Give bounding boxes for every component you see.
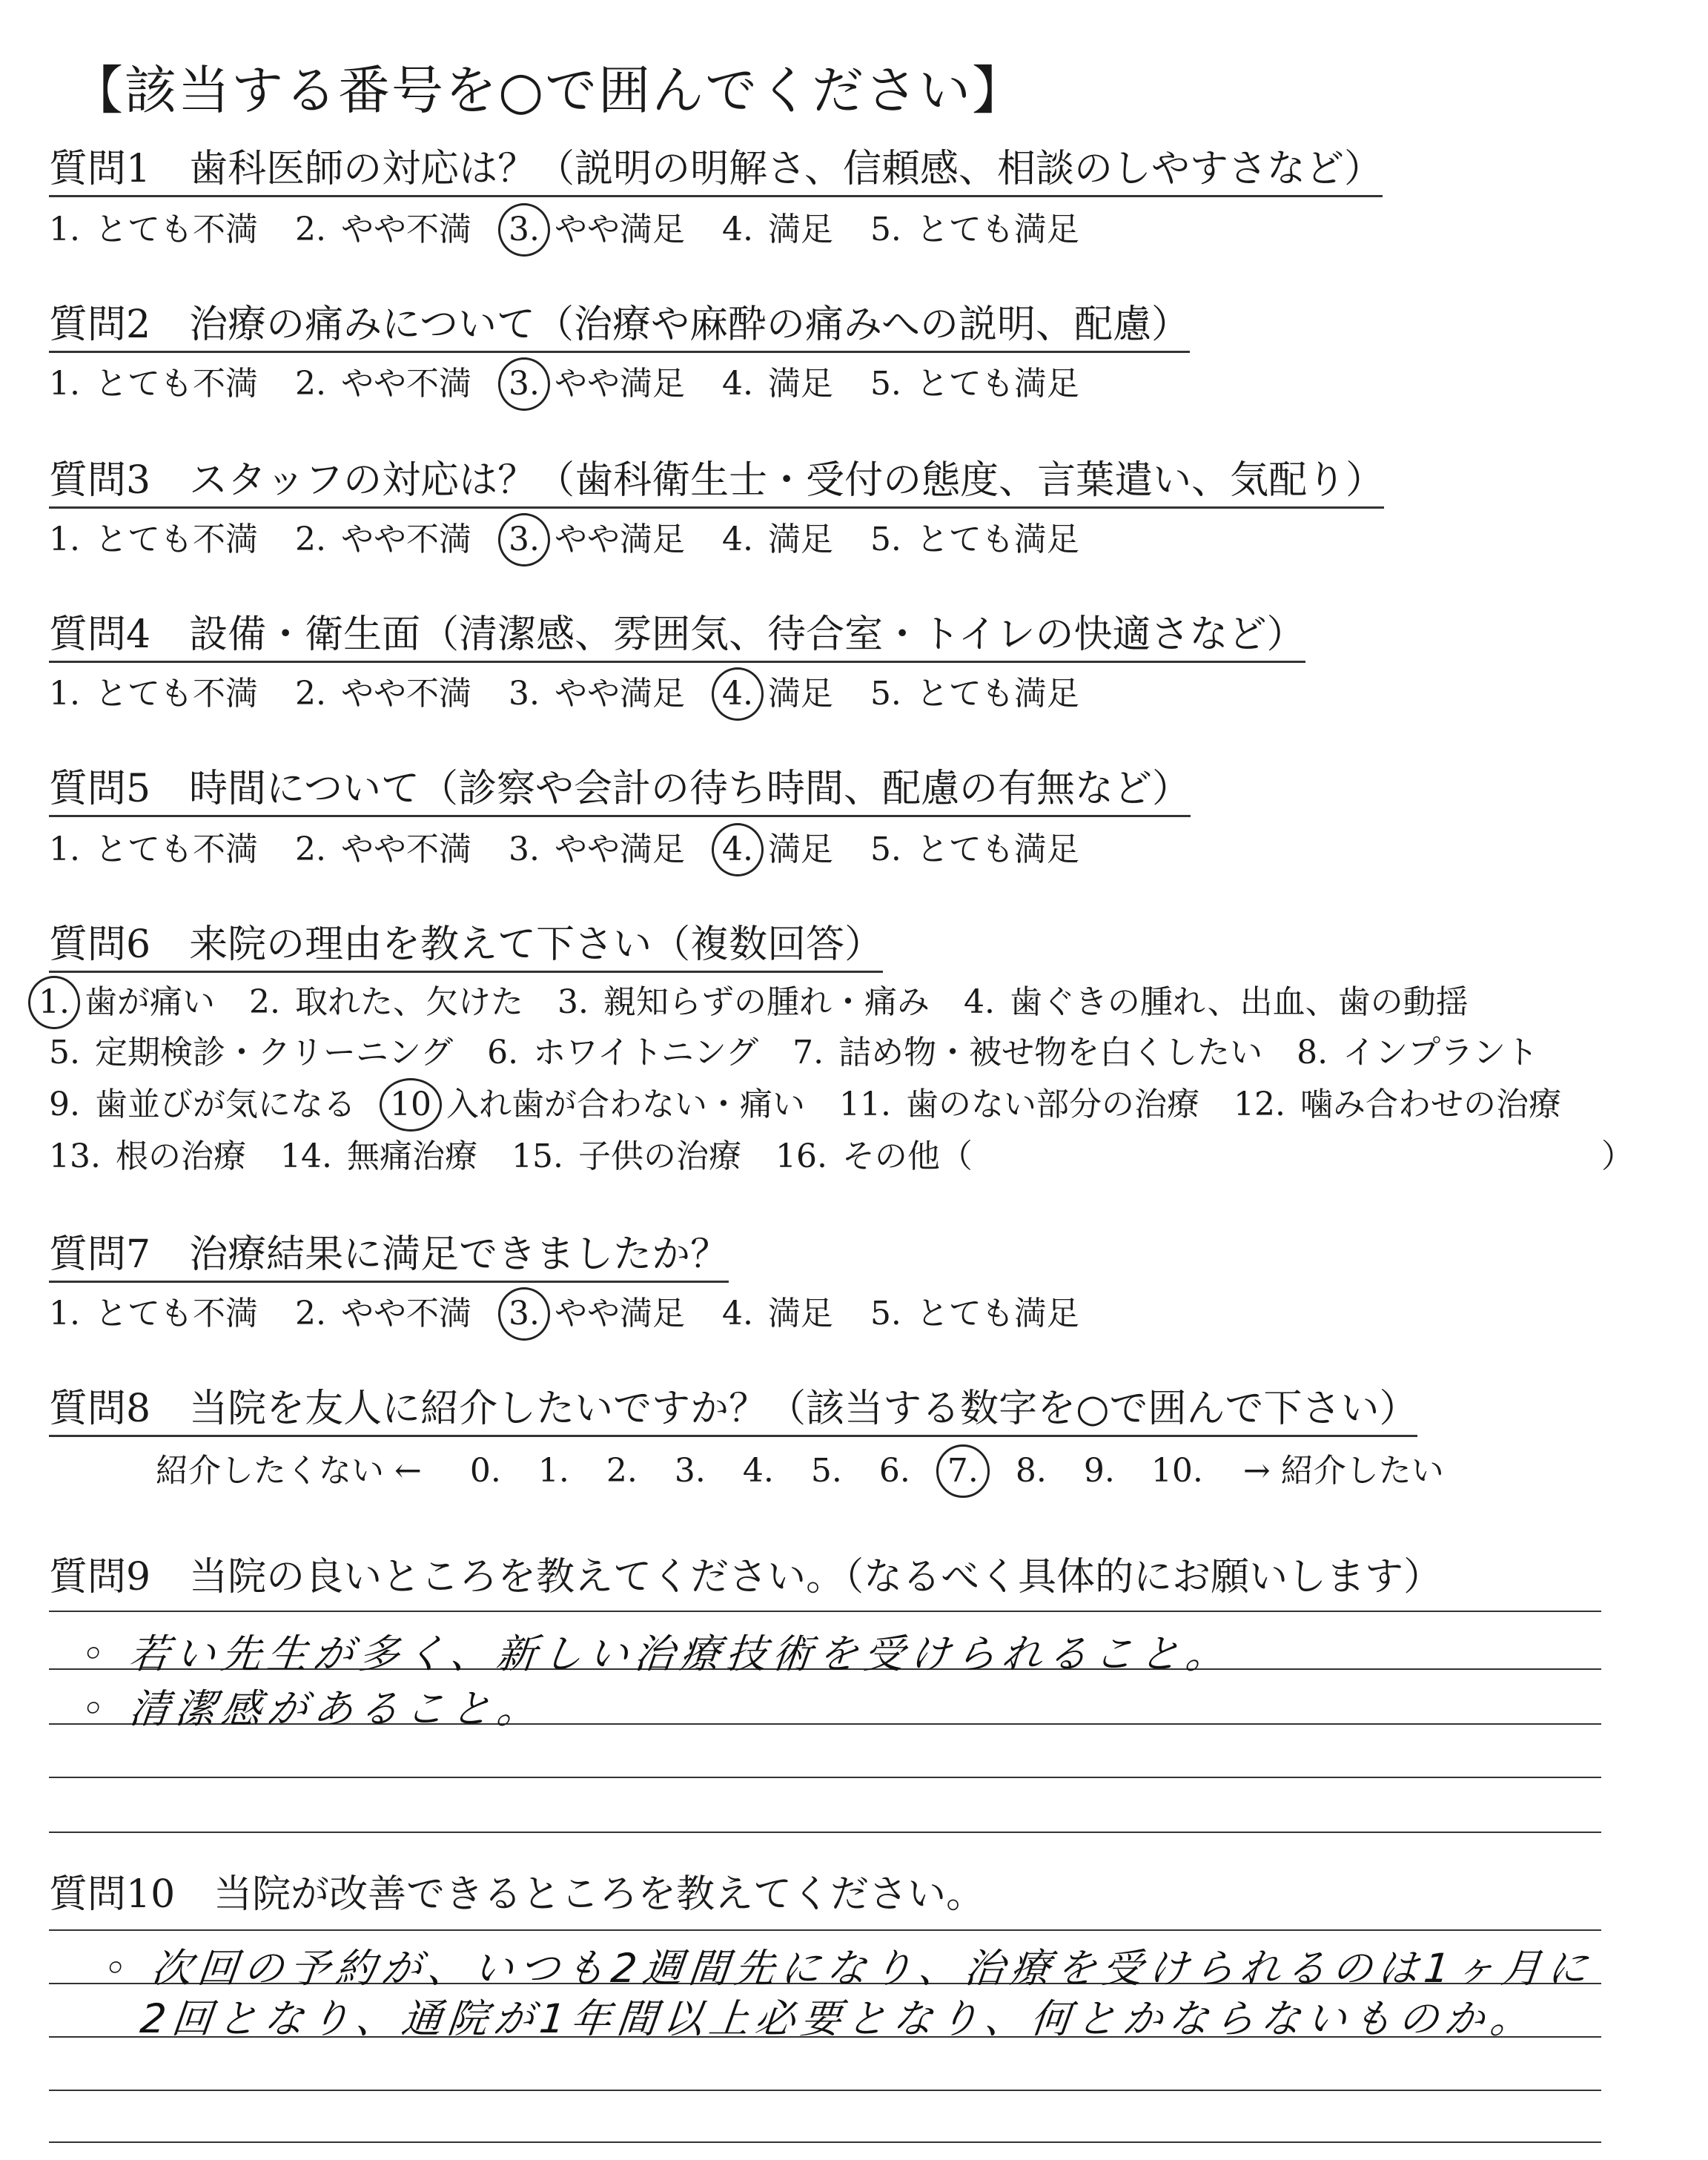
option-number: 5. xyxy=(870,830,901,868)
option-label: 満足 xyxy=(767,830,833,868)
option-number: 1. xyxy=(49,675,80,713)
reason-label: 歯が痛い xyxy=(84,983,215,1021)
scale-number-6[interactable]: 6. xyxy=(878,1452,910,1490)
q9-answer-2: ◦ 清潔感があること。 xyxy=(79,1685,546,1732)
option-label: やや満足 xyxy=(554,675,685,713)
option-number: 5. xyxy=(870,365,901,403)
reason-15[interactable] xyxy=(511,1137,741,1175)
reason-label: 歯のない部分の治療 xyxy=(905,1086,1199,1123)
option-number: 3. xyxy=(508,675,540,713)
question-4-options xyxy=(49,675,1116,713)
answer-line xyxy=(49,2141,1601,2143)
option-label: とても不満 xyxy=(94,675,258,713)
scale-number-2[interactable]: 2. xyxy=(606,1452,638,1490)
option-label: とても満足 xyxy=(916,1295,1079,1332)
scale-number-3[interactable]: 3. xyxy=(674,1452,706,1490)
reason-label: 子供の治療 xyxy=(577,1137,741,1175)
scale-number-8[interactable]: 8. xyxy=(1015,1452,1047,1490)
reason-number: 9. xyxy=(49,1086,80,1123)
q2-option-1[interactable] xyxy=(49,365,258,403)
reason-8[interactable] xyxy=(1297,1034,1539,1071)
option-number: 3. xyxy=(508,830,540,868)
option-number: 2. xyxy=(294,211,326,248)
question-3-label: 質問3 スタッフの対応は？（歯科衛生士・受付の態度、言葉遣い、気配り） xyxy=(49,460,1384,509)
option-label: とても不満 xyxy=(94,521,258,558)
reason-3[interactable] xyxy=(557,983,930,1021)
option-number: 4. xyxy=(721,830,753,868)
reason-label: インプラント xyxy=(1343,1034,1539,1071)
q2-option-4[interactable] xyxy=(721,365,833,403)
q2-option-2[interactable] xyxy=(294,365,471,403)
page-title: 【該当する番号を○で囲んでください】 xyxy=(71,60,1026,121)
option-number: 1. xyxy=(49,830,80,868)
reason-7[interactable] xyxy=(792,1034,1263,1071)
reason-row-4 xyxy=(49,1137,1007,1175)
q7-option-3[interactable] xyxy=(508,1295,685,1332)
reason-11[interactable] xyxy=(838,1086,1199,1123)
question-1-label: 質問1 歯科医師の対応は？（説明の明解さ、信頼感、相談のしやすさなど） xyxy=(49,148,1383,197)
reason-number: 3. xyxy=(557,983,589,1021)
option-label: やや不満 xyxy=(340,675,471,713)
option-label: やや満足 xyxy=(554,1295,685,1332)
reason-number: 10 xyxy=(389,1086,431,1123)
reason-14[interactable] xyxy=(279,1137,477,1175)
question-3-options xyxy=(49,521,1116,558)
scale-number-5[interactable]: 5. xyxy=(810,1452,842,1490)
option-number: 3. xyxy=(508,365,540,403)
reason-1[interactable] xyxy=(39,983,215,1021)
question-8-scale xyxy=(156,1452,1444,1490)
reason-number: 7. xyxy=(792,1034,824,1071)
option-label: 満足 xyxy=(767,211,833,248)
option-number: 3. xyxy=(508,1295,540,1332)
q7-option-1[interactable] xyxy=(49,1295,258,1332)
q1-option-4[interactable] xyxy=(721,211,833,248)
scale-left-label: 紹介したくない ← xyxy=(156,1452,422,1490)
question-7-label: 質問7 治療結果に満足できましたか？ xyxy=(49,1234,729,1283)
option-label: 満足 xyxy=(767,521,833,558)
reason-5[interactable] xyxy=(49,1034,454,1071)
reason-label: 親知らずの腫れ・痛み xyxy=(603,983,930,1021)
scale-number-9[interactable]: 9. xyxy=(1083,1452,1115,1490)
q1-option-3[interactable] xyxy=(508,211,685,248)
q7-option-5[interactable] xyxy=(870,1295,1079,1332)
q4-option-4[interactable] xyxy=(721,675,833,713)
option-number: 2. xyxy=(294,521,326,558)
q10-answer-1: ◦ 次回の予約が、いつも2週間先になり、治療を受けられるのは1ヶ月に xyxy=(101,1945,1596,1992)
reason-number: 15. xyxy=(511,1137,563,1175)
option-number: 1. xyxy=(49,521,80,558)
reason-label: 無痛治療 xyxy=(346,1137,477,1175)
reason-number: 16. xyxy=(775,1137,827,1175)
scale-number-10[interactable]: 10. xyxy=(1151,1452,1203,1490)
option-number: 1. xyxy=(49,1295,80,1332)
reason-row-2 xyxy=(49,1034,1572,1071)
question-9-label: 質問9 当院の良いところを教えてください。（なるべく具体的にお願いします） xyxy=(49,1555,1443,1599)
reason-row-3 xyxy=(49,1086,1595,1123)
q3-option-4[interactable] xyxy=(721,521,833,558)
reason-number: 13. xyxy=(49,1137,101,1175)
q10-answer-2: 2回となり、通院が1年間以上必要となり、何とかならないものか。 xyxy=(138,1995,1539,2042)
reason-6[interactable] xyxy=(487,1034,759,1071)
option-label: やや満足 xyxy=(554,211,685,248)
q3-option-2[interactable] xyxy=(294,521,471,558)
reason-label: 取れた、欠けた xyxy=(294,983,523,1021)
option-label: とても満足 xyxy=(916,365,1079,403)
reason-12[interactable] xyxy=(1233,1086,1561,1123)
option-label: やや満足 xyxy=(554,365,685,403)
scale-number-7[interactable]: 7. xyxy=(947,1452,979,1490)
reason-number: 6. xyxy=(487,1034,519,1071)
q4-option-1[interactable] xyxy=(49,675,258,713)
option-label: とても満足 xyxy=(916,830,1079,868)
option-number: 4. xyxy=(721,211,753,248)
option-number: 4. xyxy=(721,1295,753,1332)
reason-label: ホワイトニング xyxy=(533,1034,759,1071)
question-1-options xyxy=(49,211,1116,248)
option-label: やや満足 xyxy=(554,830,685,868)
q4-option-3[interactable] xyxy=(508,675,685,713)
option-number: 2. xyxy=(294,675,326,713)
scale-number-4[interactable]: 4. xyxy=(742,1452,774,1490)
answer-line xyxy=(49,1777,1601,1778)
q7-option-2[interactable] xyxy=(294,1295,471,1332)
q4-option-5[interactable] xyxy=(870,675,1079,713)
option-number: 2. xyxy=(294,365,326,403)
option-number: 5. xyxy=(870,675,901,713)
reason-label: 根の治療 xyxy=(115,1137,246,1175)
option-label: やや不満 xyxy=(340,830,471,868)
reason-number: 4. xyxy=(963,983,995,1021)
q3-option-5[interactable] xyxy=(870,521,1079,558)
q3-option-1[interactable] xyxy=(49,521,258,558)
q2-option-5[interactable] xyxy=(870,365,1079,403)
reason-label: 定期検診・クリーニング xyxy=(94,1034,454,1071)
reason-16[interactable] xyxy=(775,1137,973,1175)
option-number: 1. xyxy=(49,211,80,248)
option-number: 5. xyxy=(870,521,901,558)
option-number: 5. xyxy=(870,1295,901,1332)
reason-label: 歯ぐきの腫れ、出血、歯の動揺 xyxy=(1009,983,1469,1021)
reason-number: 11. xyxy=(838,1086,891,1123)
scale-numbers xyxy=(451,1452,1221,1490)
option-label: とても満足 xyxy=(916,675,1079,713)
reason-number: 1. xyxy=(39,983,70,1021)
option-label: 満足 xyxy=(767,675,833,713)
option-label: とても不満 xyxy=(94,365,258,403)
question-2-label: 質問2 治療の痛みについて（治療や麻酔の痛みへの説明、配慮） xyxy=(49,304,1190,353)
option-number: 5. xyxy=(870,211,901,248)
option-label: とても不満 xyxy=(94,1295,258,1332)
reason-10[interactable] xyxy=(389,1086,805,1123)
option-number: 4. xyxy=(721,521,753,558)
q1-option-5[interactable] xyxy=(870,211,1079,248)
q5-option-3[interactable] xyxy=(508,830,685,868)
option-number: 3. xyxy=(508,211,540,248)
option-label: とても不満 xyxy=(94,830,258,868)
q9-answer-1: ◦ 若い先生が多く、新しい治療技術を受けられること。 xyxy=(79,1631,1234,1677)
answer-line xyxy=(49,2090,1601,2091)
option-label: とても満足 xyxy=(916,521,1079,558)
question-7-options xyxy=(49,1295,1116,1332)
option-label: 満足 xyxy=(767,1295,833,1332)
reason-number: 5. xyxy=(49,1034,80,1071)
option-label: とても不満 xyxy=(94,211,258,248)
reason-4[interactable] xyxy=(963,983,1469,1021)
answer-line xyxy=(49,1611,1601,1612)
reason-13[interactable] xyxy=(49,1137,246,1175)
q3-option-3[interactable] xyxy=(508,521,685,558)
reason-number: 8. xyxy=(1297,1034,1328,1071)
question-6-label: 質問6 来院の理由を教えて下さい（複数回答） xyxy=(49,924,883,973)
reason-label: 入れ歯が合わない・痛い xyxy=(446,1086,805,1123)
question-5-options xyxy=(49,830,1116,868)
option-number: 2. xyxy=(294,1295,326,1332)
reason-2[interactable] xyxy=(248,983,523,1021)
q5-option-2[interactable] xyxy=(294,830,471,868)
option-number: 4. xyxy=(721,365,753,403)
q5-option-4[interactable] xyxy=(721,830,833,868)
question-8-label: 質問8 当院を友人に紹介したいですか？（該当する数字を○で囲んで下さい） xyxy=(49,1388,1417,1437)
option-label: やや不満 xyxy=(340,211,471,248)
scale-right-label: → 紹介したい xyxy=(1242,1452,1444,1490)
q2-option-3[interactable] xyxy=(508,365,685,403)
q1-option-1[interactable] xyxy=(49,211,258,248)
question-2-options xyxy=(49,365,1116,403)
option-number: 1. xyxy=(49,365,80,403)
scale-number-1[interactable]: 1. xyxy=(537,1452,569,1490)
q5-option-1[interactable] xyxy=(49,830,258,868)
option-label: 満足 xyxy=(767,365,833,403)
reason-9[interactable] xyxy=(49,1086,356,1123)
option-label: とても満足 xyxy=(916,211,1079,248)
scale-number-0[interactable]: 0. xyxy=(469,1452,501,1490)
answer-line xyxy=(49,1832,1601,1833)
reason-number: 2. xyxy=(248,983,280,1021)
reason-label: 詰め物・被せ物を白くしたい xyxy=(838,1034,1263,1071)
question-5-label: 質問5 時間について（診察や会計の待ち時間、配慮の有無など） xyxy=(49,768,1191,817)
option-number: 3. xyxy=(508,521,540,558)
question-4-label: 質問4 設備・衛生面（清潔感、雰囲気、待合室・トイレの快適さなど） xyxy=(49,614,1305,663)
option-label: やや満足 xyxy=(554,521,685,558)
answer-line xyxy=(49,1929,1601,1931)
q4-option-2[interactable] xyxy=(294,675,471,713)
reason-label: 噛み合わせの治療 xyxy=(1300,1086,1561,1123)
reason-number: 14. xyxy=(279,1137,332,1175)
option-label: やや不満 xyxy=(340,365,471,403)
reason-label: その他（ xyxy=(841,1137,973,1175)
q5-option-5[interactable] xyxy=(870,830,1079,868)
reason-number: 12. xyxy=(1233,1086,1285,1123)
reason-other-close: ） xyxy=(1601,1137,1634,1175)
reason-row-1 xyxy=(39,983,1503,1021)
option-label: やや不満 xyxy=(340,1295,471,1332)
q7-option-4[interactable] xyxy=(721,1295,833,1332)
question-10-label: 質問10 当院が改善できるところを教えてください。 xyxy=(49,1872,985,1917)
q1-option-2[interactable] xyxy=(294,211,471,248)
option-number: 2. xyxy=(294,830,326,868)
option-number: 4. xyxy=(721,675,753,713)
reason-label: 歯並びが気になる xyxy=(94,1086,356,1123)
option-label: やや不満 xyxy=(340,521,471,558)
